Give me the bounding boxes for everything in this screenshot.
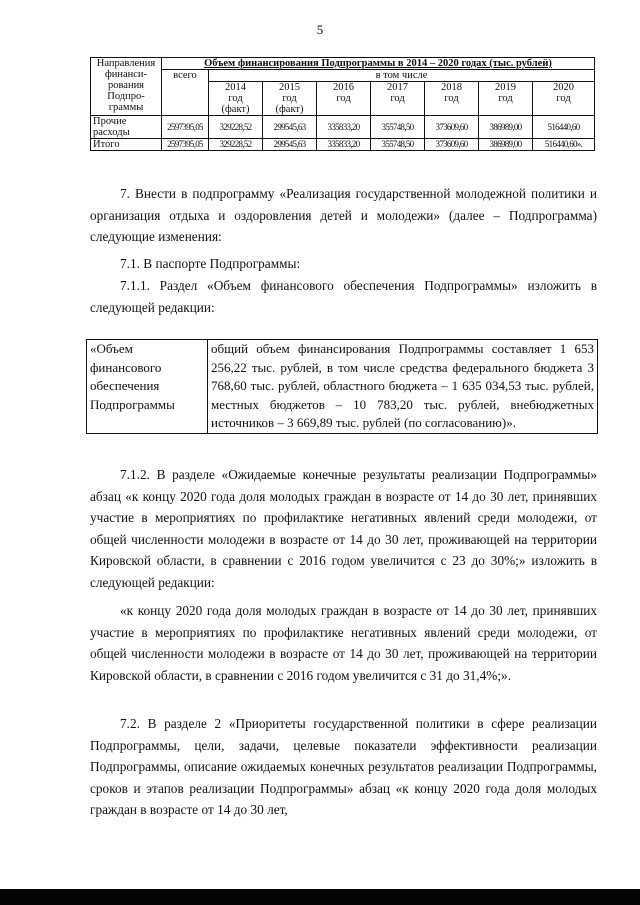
scan-bottom-edge xyxy=(0,889,640,905)
table-row xyxy=(91,116,595,139)
year-header-2019: 2019 год xyxy=(479,82,533,116)
table-row xyxy=(91,139,595,151)
year-header-2015: 2015 год (факт) xyxy=(263,82,317,116)
total-header: всего xyxy=(162,70,209,116)
paragraph-7-2: 7.2. В разделе 2 «Приоритеты государственной политики в сфере реализации Подпрограммы, цели, задачи, целевые показатели эффективности реализации Подпрограммы, описание ожидаемых конечных результатов реализации Подпрограммы, сроков и этапов реализации Подпрограммы» абзац «к концу 2020 года доля молодых граждан в возрасте от 14 до 30 лет, xyxy=(90,716,597,818)
cell-value: 373609,60 xyxy=(425,139,479,151)
cell-value: 386989,00 xyxy=(479,139,533,151)
year-header-2014: 2014 год (факт) xyxy=(209,82,263,116)
paragraph-7-1: 7.1. В паспорте Подпрограммы: xyxy=(120,256,301,271)
cell-value: 516440,60». xyxy=(533,139,595,151)
quote-paragraph: «к концу 2020 года доля молодых граждан в возрасте от 14 до 30 лет, принявших участие в мероприятиях по профилактике негативных явлений среди молодежи, от общей численности молодежи в возрасте от 14 до 30 лет, проживающей на территории Кировской области, в сравнении с 2016 годом увеличится с 31 до 31,4%;». xyxy=(90,603,597,683)
cell-value: 373609,60 xyxy=(425,116,479,139)
year-header-2016: 2016 год xyxy=(317,82,371,116)
cell-value: 329228,52 xyxy=(209,116,263,139)
cell-value: 2597395,05 xyxy=(162,116,209,139)
including-header: в том числе xyxy=(209,70,595,82)
paragraph-7-1-1: 7.1.1. Раздел «Объем финансового обеспечения Подпрограммы» изложить в следующей редакции: xyxy=(90,278,597,315)
page-number: 5 xyxy=(316,22,324,37)
cell-value: 335833,20 xyxy=(317,116,371,139)
paragraph-7-1-2: 7.1.2. В разделе «Ожидаемые конечные результаты реализации Подпрограммы» абзац «к концу 2020 года доля молодых граждан в возрасте от 14 до 30 лет, принявших участие в мероприятиях по профилактике негативных явлений среди молодежи, от общей численности молодежи в возрасте от 14 до 30 лет, проживающей на территории Кировской области, в сравнении с 2016 годом увеличится с 23 до 30%;» изложить в следующей редакции: xyxy=(90,467,597,590)
cell-value: 516440,60 xyxy=(533,116,595,139)
row-label: Итого xyxy=(91,139,162,151)
cell-value: 299545,63 xyxy=(263,116,317,139)
direction-header: Направления финанси-рования Подпро-граммы xyxy=(91,58,162,116)
box-text: общий объем финансирования Подпрограммы составляет 1 653 256,22 тыс. рублей, в том числе средства федерального бюджета 3 768,60 тыс. рублей, областного бюджета – 1 635 034,53 тыс. рублей, местных бюджетов – 10 783,20 тыс. рублей, внебюджетных источников – 3 669,89 тыс. рублей (по согласованию)». xyxy=(208,340,598,434)
year-header-2020: 2020 год xyxy=(533,82,595,116)
year-header-2018: 2018 год xyxy=(425,82,479,116)
cell-value: 2597395,05 xyxy=(162,139,209,151)
row-label: Прочие расходы xyxy=(91,116,162,139)
cell-value: 355748,50 xyxy=(371,139,425,151)
cell-value: 355748,50 xyxy=(371,116,425,139)
year-header-2017: 2017 год xyxy=(371,82,425,116)
cell-value: 299545,63 xyxy=(263,139,317,151)
cell-value: 335833,20 xyxy=(317,139,371,151)
cell-value: 386989,00 xyxy=(479,116,533,139)
financing-passport-box xyxy=(86,339,598,434)
paragraph-7: 7. Внести в подпрограмму «Реализация государственной молодежной политики и организация отдыха и оздоровления детей и молодежи» (далее – Подпрограмма) следующие изменения: xyxy=(90,186,597,245)
financing-table xyxy=(90,57,595,151)
financing-header: Объем финансирования Подпрограммы в 2014 – 2020 годах (тыс. рублей) xyxy=(162,58,595,70)
box-label: «Объем финансового обеспечения Подпрограммы xyxy=(87,340,208,434)
cell-value: 329228,52 xyxy=(209,139,263,151)
